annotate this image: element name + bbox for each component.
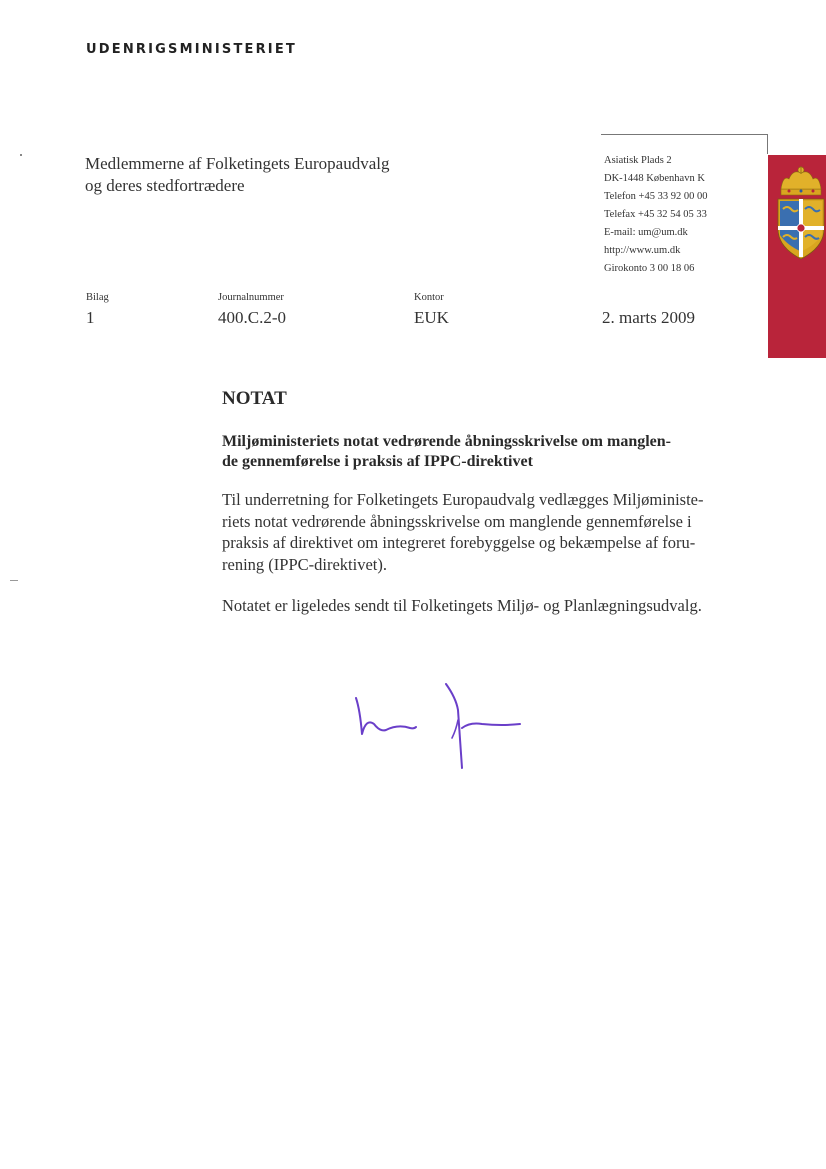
address-giro: Girokonto 3 00 18 06	[604, 263, 695, 274]
recipient-block	[85, 153, 390, 197]
body-line: Til underretning for Folketingets Europaudvalg vedlægges Miljøministe-	[222, 490, 704, 509]
kontor-value: EUK	[414, 308, 449, 327]
subject-heading	[222, 432, 742, 472]
address-phone: Telefon +45 33 92 00 00	[604, 191, 708, 202]
danish-coat-of-arms-icon	[775, 165, 826, 269]
journal-value: 400.C.2-0	[218, 308, 286, 327]
address-rule-vertical	[767, 134, 768, 154]
body-paragraph-1	[222, 489, 742, 575]
journal-label: Journalnummer	[218, 292, 284, 303]
subject-line-2: de gennemførelse i praksis af IPPC-direktivet	[222, 453, 533, 470]
kontor-label: Kontor	[414, 292, 444, 303]
margin-mark-top	[20, 154, 22, 156]
address-fax: Telefax +45 32 54 05 33	[604, 209, 707, 220]
recipient-line-1: Medlemmerne af Folketingets Europaudvalg	[85, 154, 390, 173]
shield-icon	[778, 199, 824, 259]
subject-line-1: Miljøministeriets notat vedrørende åbningsskrivelse om manglen-	[222, 433, 672, 450]
ministry-name: udenrigsministeriet	[86, 36, 297, 58]
margin-mark-middle	[10, 580, 18, 581]
crown-icon	[781, 166, 821, 195]
body-line: praksis af direktivet om integreret forebyggelse og bekæmpelse af foru-	[222, 533, 696, 552]
address-rule	[601, 134, 768, 135]
handwritten-signature	[352, 680, 527, 775]
recipient-line-2: og deres stedfortrædere	[85, 176, 245, 195]
address-street: Asiatisk Plads 2	[604, 155, 672, 166]
body-line: riets notat vedrørende åbningsskrivelse om manglende gennemførelse i	[222, 511, 692, 531]
address-city: DK-1448 København K	[604, 173, 705, 184]
address-block	[604, 152, 707, 278]
body-line: rening (IPPC-direktivet).	[222, 554, 387, 574]
document-title: NOTAT	[222, 388, 287, 409]
ministry-letterhead	[86, 36, 297, 58]
body-paragraph-2: Notatet er ligeledes sendt til Folketingets Miljø- og Planlægningsudvalg.	[222, 596, 702, 615]
document-date: 2. marts 2009	[602, 308, 696, 327]
bilag-label: Bilag	[86, 292, 109, 303]
address-website: http://www.um.dk	[604, 245, 681, 256]
address-email: E-mail: um@um.dk	[604, 227, 688, 238]
bilag-value: 1	[86, 308, 95, 327]
